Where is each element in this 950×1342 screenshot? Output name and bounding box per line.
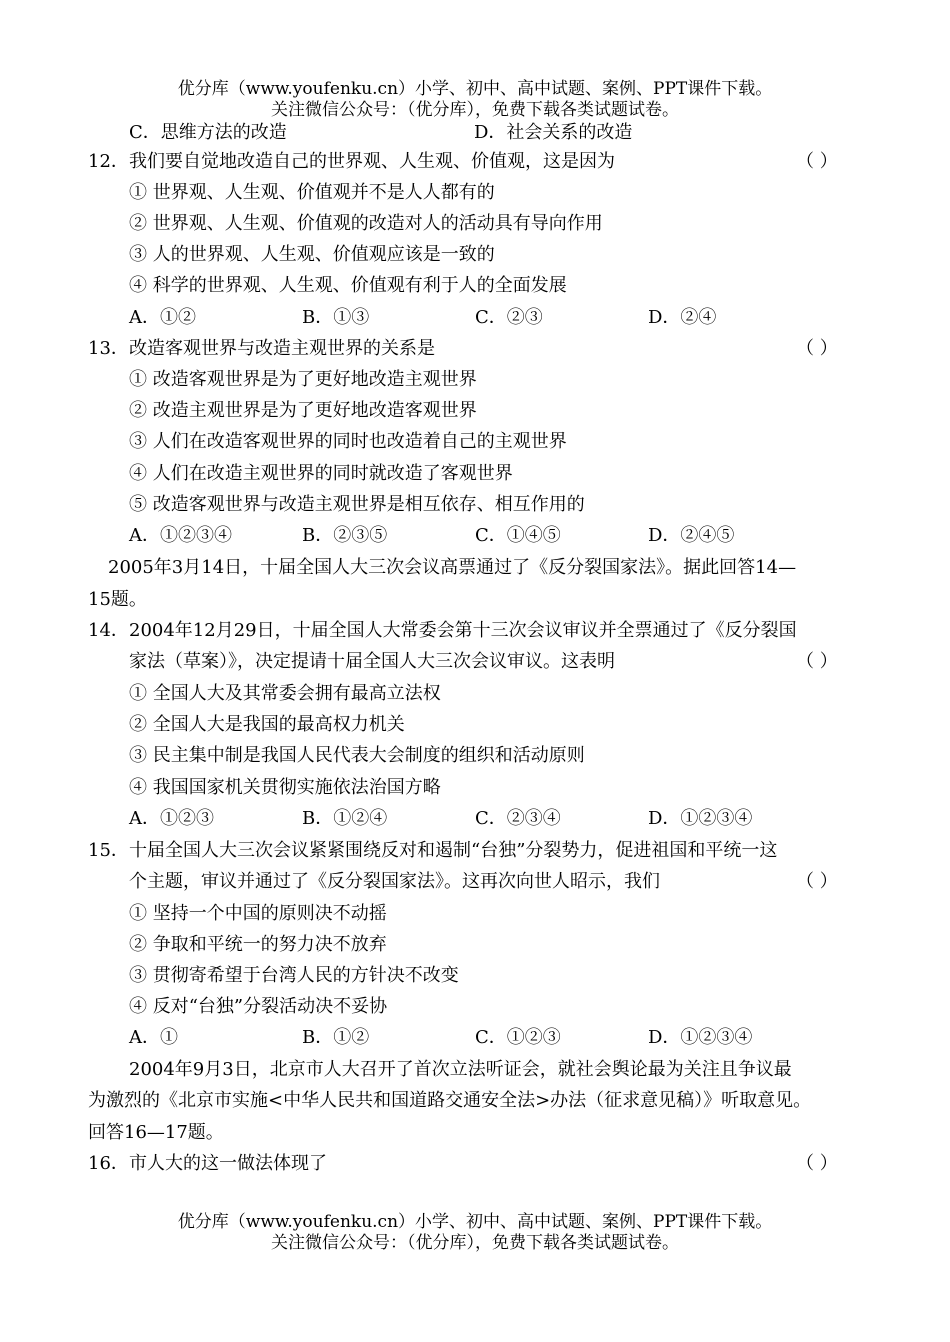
q15-number: 15． (88, 840, 129, 861)
q15-option-c: C．①②③ (475, 1027, 561, 1048)
q12-item-3: ③ 人的世界观、人生观、价值观应该是一致的 (129, 244, 495, 265)
intro-16-17-line-1: 2004年9月3日，北京市人大召开了首次立法听证会，就社会舆论最为关注且争议最 (129, 1059, 792, 1080)
q14-item-4: ④ 我国国家机关贯彻实施依法治国方略 (129, 777, 441, 798)
q15-item-2: ② 争取和平统一的努力决不放弃 (129, 934, 387, 955)
q13-item-4: ④ 人们在改造主观世界的同时就改造了客观世界 (129, 463, 513, 484)
q12-item-4: ④ 科学的世界观、人生观、价值观有利于人的全面发展 (129, 275, 567, 296)
q12-option-d: D．②④ (648, 307, 717, 328)
q13-stem: 改造客观世界与改造主观世界的关系是 (129, 338, 435, 359)
q13-item-5: ⑤ 改造客观世界与改造主观世界是相互依存、相互作用的 (129, 494, 585, 515)
q16-stem: 市人大的这一做法体现了 (129, 1153, 327, 1174)
q12-option-b: B．①③ (302, 307, 370, 328)
q12-item-1: ① 世界观、人生观、价值观并不是人人都有的 (129, 182, 495, 203)
q15-option-a: A．① (129, 1027, 178, 1048)
q13-option-b: B．②③⑤ (302, 525, 388, 546)
footer-line-2: 关注微信公众号：（优分库），免费下载各类试题试卷。 (271, 1233, 679, 1253)
q13-item-2: ② 改造主观世界是为了更好地改造客观世界 (129, 400, 477, 421)
q12-option-c: C．②③ (475, 307, 543, 328)
q11-option-d: D．社会关系的改造 (474, 122, 633, 143)
q14-item-3: ③ 民主集中制是我国人民代表大会制度的组织和活动原则 (129, 745, 585, 766)
q16-number: 16． (88, 1153, 129, 1174)
intro-16-17-line-2: 为激烈的《北京市实施<中华人民共和国道路交通安全法>办法（征求意见稿）》听取意见。 (88, 1090, 812, 1111)
q13-item-3: ③ 人们在改造客观世界的同时也改造着自己的主观世界 (129, 431, 567, 452)
q14-option-a: A．①②③ (129, 808, 214, 829)
q13-item-1: ① 改造客观世界是为了更好地改造主观世界 (129, 369, 477, 390)
q15-item-4: ④ 反对“台独”分裂活动决不妥协 (129, 996, 388, 1017)
q12-item-2: ② 世界观、人生观、价值观的改造对人的活动具有导向作用 (129, 213, 603, 234)
q15-item-1: ① 坚持一个中国的原则决不动摇 (129, 903, 387, 924)
q14-answer-blank: （ ） (796, 651, 838, 672)
q15-stem-line-2: 个主题，审议并通过了《反分裂国家法》。这再次向世人昭示，我们 (129, 871, 660, 892)
q15-option-b: B．①② (302, 1027, 370, 1048)
q14-stem-line-2: 家法（草案）》，决定提请十届全国人大三次会议审议。这表明 (129, 651, 615, 672)
q15-answer-blank: （ ） (796, 871, 838, 892)
q13-option-d: D．②④⑤ (648, 525, 735, 546)
q13-number: 13． (88, 338, 129, 359)
q13-answer-blank: （ ） (796, 338, 838, 359)
q14-item-2: ② 全国人大是我国的最高权力机关 (129, 714, 405, 735)
intro-16-17-line-3: 回答16—17题。 (88, 1122, 224, 1143)
q14-stem-line-1: 2004年12月29日，十届全国人大常委会第十三次会议审议并全票通过了《反分裂国 (129, 620, 797, 641)
q14-item-1: ① 全国人大及其常委会拥有最高立法权 (129, 683, 441, 704)
q12-number: 12． (88, 151, 129, 172)
q15-option-d: D．①②③④ (648, 1027, 753, 1048)
q12-answer-blank: （ ） (796, 151, 838, 172)
q14-option-d: D．①②③④ (648, 808, 753, 829)
q13-option-c: C．①④⑤ (475, 525, 561, 546)
header-line-2: 关注微信公众号：（优分库），免费下载各类试题试卷。 (271, 100, 679, 120)
q15-stem-line-1: 十届全国人大三次会议紧紧围绕反对和遏制“台独”分裂势力，促进祖国和平统一这 (129, 840, 778, 861)
q12-stem: 我们要自觉地改造自己的世界观、人生观、价值观，这是因为 (129, 151, 615, 172)
header-line-1: 优分库（www.youfenku.cn）小学、初中、高中试题、案例、PPT课件下载。 (177, 79, 773, 99)
q12-option-a: A．①② (129, 307, 196, 328)
q14-option-c: C．②③④ (475, 808, 561, 829)
intro-14-15-line-2: 15题。 (88, 589, 147, 610)
intro-14-15-line-1: 2005年3月14日，十届全国人大三次会议高票通过了《反分裂国家法》。据此回答14— (108, 557, 797, 578)
q11-option-c: C．思维方法的改造 (129, 122, 287, 143)
q16-answer-blank: （ ） (796, 1153, 838, 1174)
q15-item-3: ③ 贯彻寄希望于台湾人民的方针决不改变 (129, 965, 459, 986)
q13-option-a: A．①②③④ (129, 525, 232, 546)
q14-number: 14． (88, 620, 129, 641)
footer-line-1: 优分库（www.youfenku.cn）小学、初中、高中试题、案例、PPT课件下载。 (177, 1212, 773, 1232)
q14-option-b: B．①②④ (302, 808, 388, 829)
